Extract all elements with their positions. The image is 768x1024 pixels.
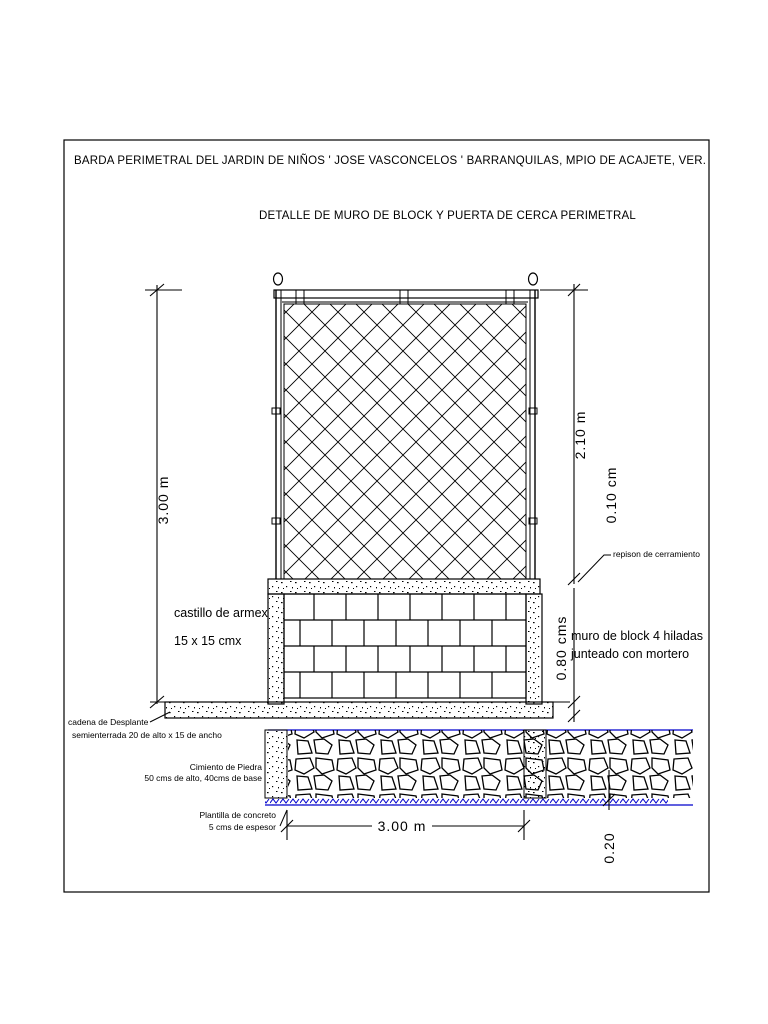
dim-repison-label: 0.10 cm	[603, 466, 619, 524]
plantilla-concreto	[265, 798, 693, 805]
label-castillo-line1: castillo de armex	[174, 606, 268, 620]
dim-total-height-label: 3.00 m	[155, 475, 171, 525]
label-cimiento-line1: Cimiento de Piedra	[189, 762, 262, 772]
label-castillo-line2: 15 x 15 cmx	[174, 634, 242, 648]
label-muro-line2: junteado con mortero	[571, 647, 690, 661]
label-cadena-line2: semienterrada 20 de alto x 15 de ancho	[72, 730, 222, 740]
label-repison: repison de cerramiento	[613, 549, 700, 559]
stone-foundation	[265, 730, 693, 798]
label-cimiento-line2: 50 cms de alto, 40cms de base	[144, 773, 262, 783]
label-cadena-line1: cadena de Desplante	[68, 717, 149, 727]
drawing-subtitle: DETALLE DE MURO DE BLOCK Y PUERTA DE CERCA PERIMETRAL	[259, 210, 636, 222]
dim-foundation-label: 0.20	[601, 832, 617, 864]
cadena-desplante	[150, 702, 570, 718]
block-wall	[284, 594, 526, 698]
label-plantilla-line1: Plantilla de concreto	[199, 810, 276, 820]
repison-beam	[268, 579, 540, 594]
chain-link-mesh	[284, 304, 526, 579]
drawing-title: BARDA PERIMETRAL DEL JARDIN DE NIÑOS ' JOSE VASCONCELOS ' BARRANQUILAS, MPIO DE ACAJETE, VER.	[74, 155, 707, 167]
dim-width-label: 3.00 m	[377, 818, 427, 834]
leader-repison	[578, 555, 611, 582]
label-plantilla-line2: 5 cms de espesor	[208, 822, 276, 832]
leader-plantilla	[280, 810, 287, 826]
dim-fence-height-label: 2.10 m	[572, 410, 588, 460]
castillo-columns	[268, 594, 542, 704]
label-muro-line1: muro de block 4 hiladas	[571, 629, 704, 643]
dim-wall-height-label: 0.80 cms	[553, 615, 569, 681]
